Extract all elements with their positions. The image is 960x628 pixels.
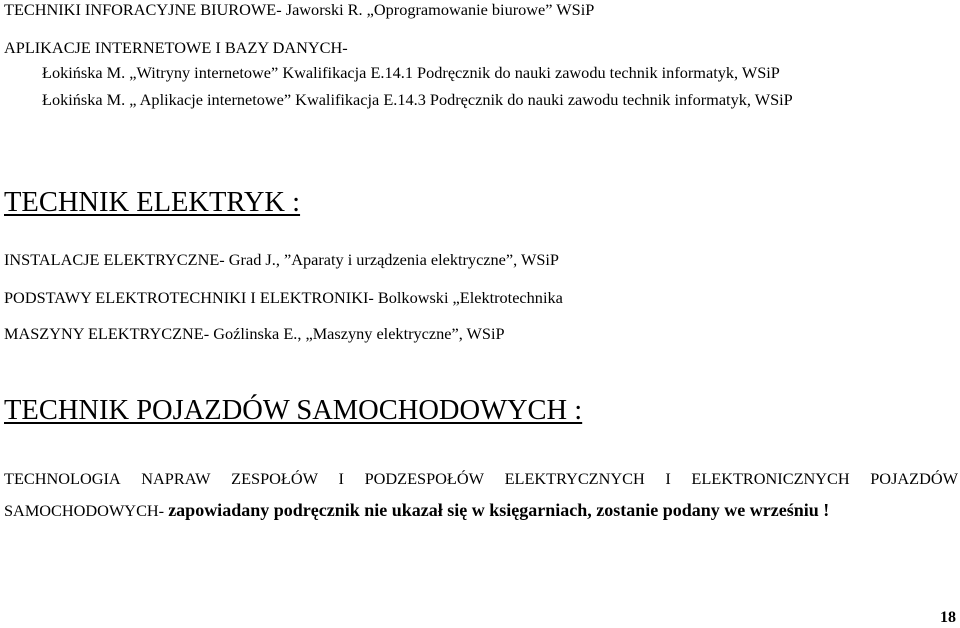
text-line-witryny-internetowe: Łokińska M. „Witryny internetowe” Kwalifikacja E.14.1 Podręcznik do nauki zawodu technik informatyk, WSiP xyxy=(42,63,780,82)
justified-word: I xyxy=(338,469,344,488)
justified-word: ZESPOŁÓW xyxy=(231,469,318,488)
text-line-aplikacje-internetowe: APLIKACJE INTERNETOWE I BAZY DANYCH- xyxy=(4,38,348,57)
justified-word: PODZESPOŁÓW xyxy=(364,469,484,488)
text-line-samochodowych xyxy=(4,500,829,521)
justified-word: I xyxy=(665,469,671,488)
heading-technik-pojazdow: TECHNIK POJAZDÓW SAMOCHODOWYCH : xyxy=(4,395,583,426)
text-line-technologia-napraw xyxy=(4,469,958,489)
justified-word: ELEKTRONICZNYCH xyxy=(691,469,850,488)
text-line-podstawy: PODSTAWY ELEKTROTECHNIKI I ELEKTRONIKI- Bolkowski „Elektrotechnika xyxy=(4,288,563,307)
notice-bold-text: zapowiadany podręcznik nie ukazał się w księgarniach, zostanie podany we wrześniu ! xyxy=(168,500,830,520)
justified-word: NAPRAW xyxy=(141,469,211,488)
justified-word: POJAZDÓW xyxy=(870,469,958,488)
samochodowych-prefix: SAMOCHODOWYCH- xyxy=(4,501,169,520)
text-line-instalacje: INSTALACJE ELEKTRYCZNE- Grad J., ”Aparaty i urządzenia elektryczne”, WSiP xyxy=(4,250,559,269)
heading-technik-elektryk: TECHNIK ELEKTRYK : xyxy=(4,187,301,218)
text-line-aplikacje-book: Łokińska M. „ Aplikacje internetowe” Kwalifikacja E.14.3 Podręcznik do nauki zawodu technik informatyk, WSiP xyxy=(42,90,793,109)
page-number: 18 xyxy=(940,609,956,626)
text-line-maszyny: MASZYNY ELEKTRYCZNE- Goźlinska E., „Maszyny elektryczne”, WSiP xyxy=(4,324,505,343)
text-line-techniki-biurowe: TECHNIKI INFORACYJNE BIUROWE- Jaworski R. „Oprogramowanie biurowe” WSiP xyxy=(4,0,595,19)
justified-word: TECHNOLOGIA xyxy=(4,469,121,488)
justified-word: ELEKTRYCZNYCH xyxy=(504,469,645,488)
